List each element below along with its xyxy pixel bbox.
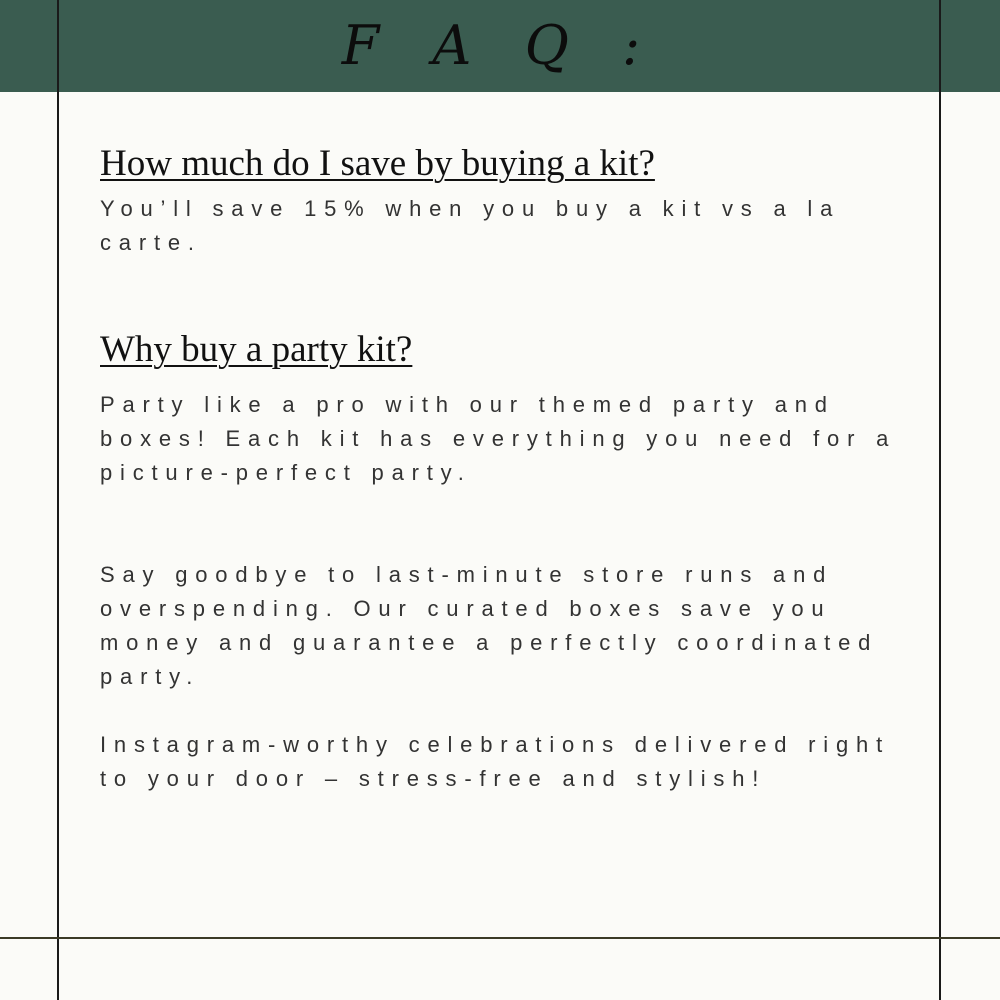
bottom-border-line — [0, 937, 1000, 939]
left-border-line — [57, 0, 59, 1000]
faq-answer-savings: You’ll save 15% when you buy a kit vs a la carte. — [100, 196, 841, 255]
faq-question-savings: How much do I save by buying a kit? — [100, 143, 655, 184]
faq-answer-why-kit-paragraph-1: Party like a pro with our themed party and boxes! Each kit has everything you need for a picture-perfect party. — [100, 392, 897, 485]
right-border-line — [939, 0, 941, 1000]
faq-answer-why-kit-paragraph-3: Instagram-worthy celebrations delivered right to your door – stress-free and stylish! — [100, 732, 890, 791]
faq-answer-why-kit-paragraph-2: Say goodbye to last-minute store runs and overspending. Our curated boxes save you money and guarantee a perfectly coordinated party. — [100, 562, 879, 689]
page-title: F A Q : — [341, 14, 659, 77]
faq-question-why-kit: Why buy a party kit? — [100, 329, 413, 370]
